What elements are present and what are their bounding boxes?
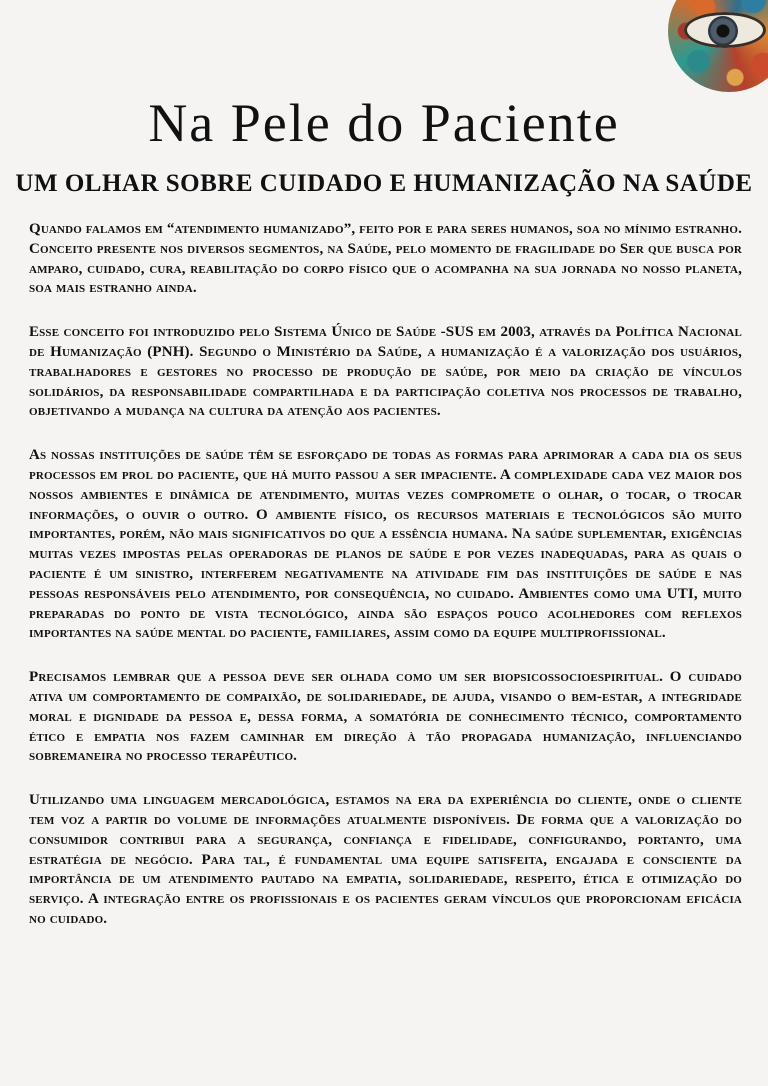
paragraph-3: As nossas instituições de saúde têm se esforçado de todas as formas para aprimorar a cada dia os seus processos em prol do paciente, que há muito passou a ser impaciente. A complexidade cada vez maior dos nossos ambientes e dinâmica de atendimento, muitas vezes compromete o olhar, o tocar, o trocar informações, o ouvir o outro. O ambiente físico, os recursos materiais e tecnológicos são muito importantes, porém, não mais significativos do que a essência humana. Na saúde suplementar, exigências muitas vezes impostas pelas operadoras de planos de saúde e por vezes inadequadas, para as quais o paciente é um sinistro, interferem negativamente na atividade fim das instituições de saúde e nas pessoas responsáveis pelo atendimento, por consequência, no cuidado. Ambientes como uma UTI, muito preparadas do ponto de vista tecnológico, ainda são espaços pouco acolhedores com reflexos importantes na saúde mental do paciente, familiares, assim como da equipe multiprofissional. [29,447,743,642]
eye-puzzle-icon [668,0,768,92]
iris-icon [708,16,738,46]
eye-icon [684,12,766,48]
article-body [29,220,742,1060]
page-subtitle: UM OLHAR SOBRE CUIDADO E HUMANIZAÇÃO NA SAÚDE [15,170,753,197]
page-title: Na Pele do Paciente [148,93,620,153]
paragraph-2: Esse conceito foi introduzido pelo Sistema Único de Saúde -SUS em 2003, através da Política Nacional de Humanização (PNH). Segundo o Ministério da Saúde, a humanização é a valorização dos usuários, trabalhadores e gestores no processo de produção de saúde, por meio da criação de vínculos solidários, da responsabilidade compartilhada e da participação coletiva nos processos de trabalho, objetivando a mudança na cultura da atenção aos pacientes. [29,324,742,420]
paragraph-5: Utilizando uma linguagem mercadológica, estamos na era da experiência do cliente, onde o cliente tem voz a partir do volume de informações atualmente disponíveis. De forma que a valorização do consumidor contribui para a segurança, confiança e fidelidade, configurando, portanto, uma estratégia de negócio. Para tal, é fundamental uma equipe satisfeita, engajada e consciente da importância de um atendimento pautado na empatia, solidariedade, respeito, ética e otimização do serviço. A integração entre os profissionais e os pacientes geram vínculos que proporcionam eficácia no cuidado. [29,792,742,927]
paragraph-4: Precisamos lembrar que a pessoa deve ser olhada como um ser biopsicossocioespiritual. O cuidado ativa um comportamento de compaixão, de solidariedade, de ajuda, visando o bem-estar, a integridade moral e dignidade da pessoa e, dessa forma, a somatória de conhecimento técnico, comportamento ético e empatia nos fazem caminhar em direção à tão propagada humanização, influenciando sobremaneira no processo terapêutico. [29,669,742,765]
paragraph-1: Quando falamos em “atendimento humanizado”, feito por e para seres humanos, soa no mínimo estranho. Conceito presente nos diversos segmentos, na Saúde, pelo momento de fragilidade do Ser que busca por amparo, cuidado, cura, reabilitação do corpo físico que o acompanha na sua jornada no nosso planeta, soa mais estranho ainda. [29,221,742,297]
